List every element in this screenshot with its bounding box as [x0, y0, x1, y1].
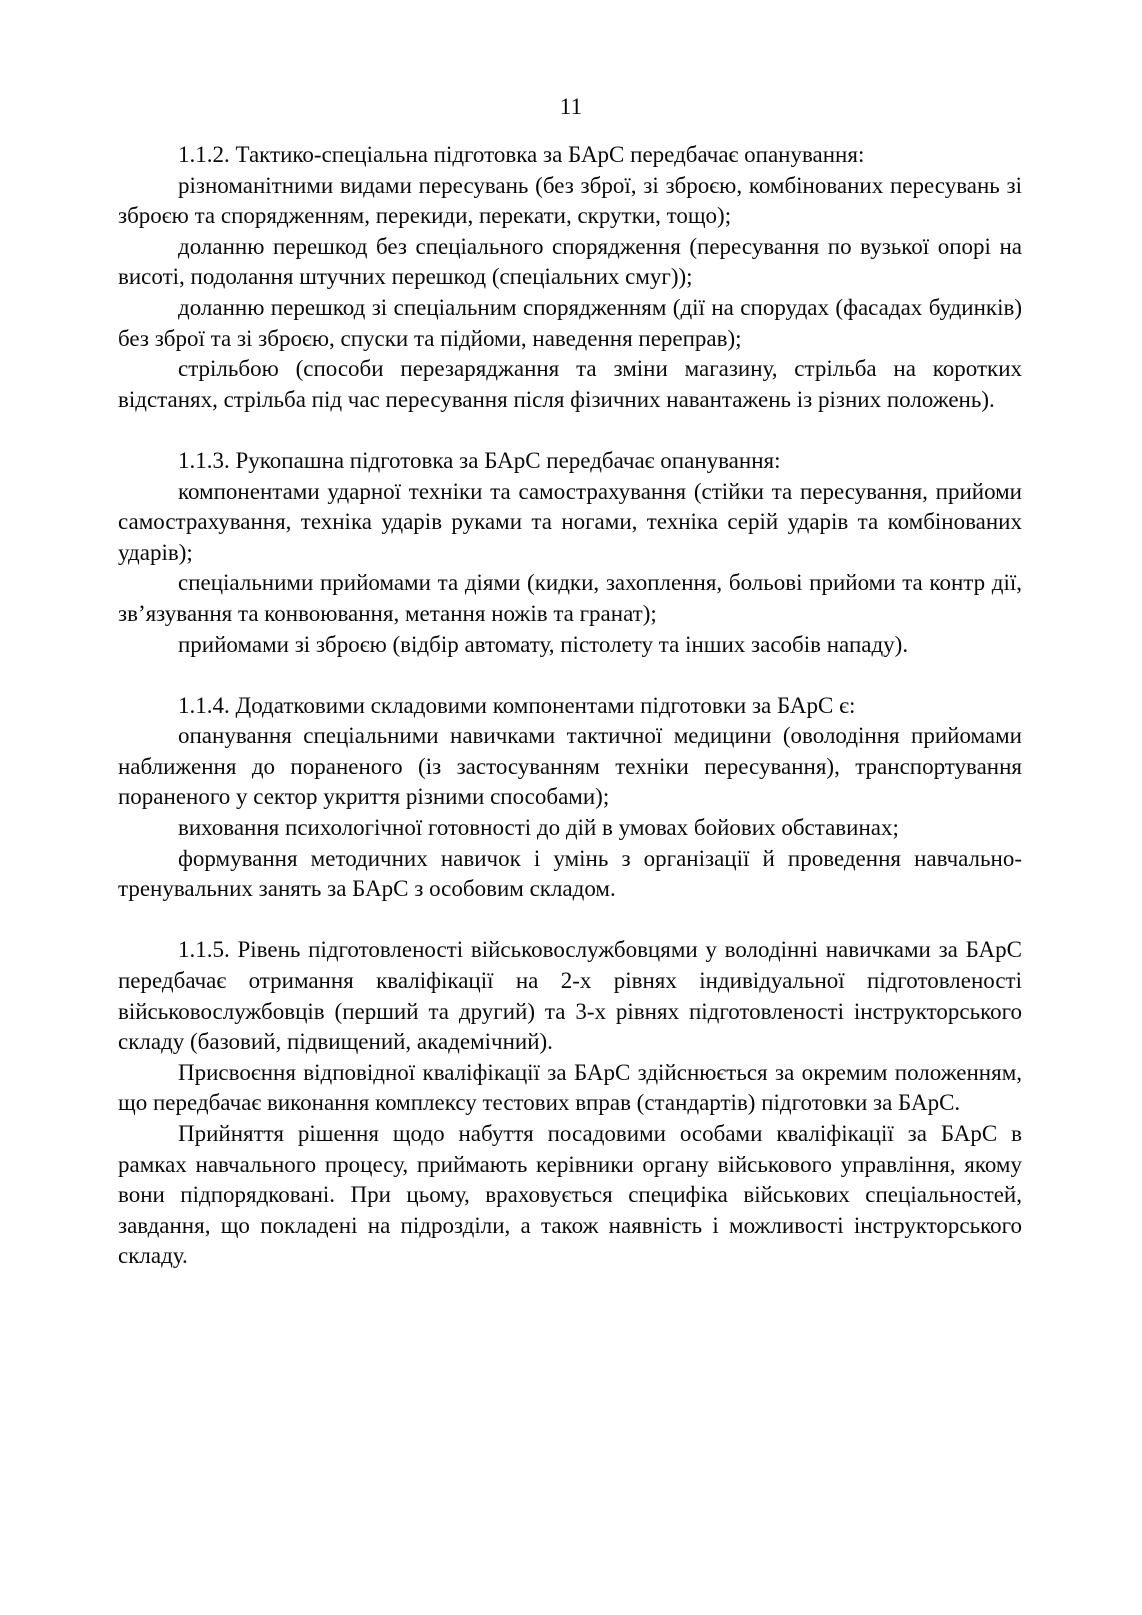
body-paragraph: 1.1.3. Рукопашна підготовка за БАрС передбачає опанування: [178, 447, 781, 473]
paragraph-spacer [118, 905, 1022, 936]
body-paragraph: виховання психологічної готовності до дій в умовах бойових обставинах; [178, 815, 899, 841]
body-paragraph: 1.1.2. Тактико-спеціальна підготовка за БАрС передбачає опанування: [178, 142, 865, 167]
body-paragraph: спеціальними прийомами та діями (кидки, захоплення, больові прийоми та контр дії, зв’язування та конвоювання, метання ножів та гранат); [118, 570, 1022, 626]
body-paragraph: різноманітними видами пересувань (без зброї, зі зброєю, комбінованих пересувань зі зброєю та спорядженням, перекиди, перекати, скрутки, тощо); [118, 172, 1022, 229]
body-paragraph: доланню перешкод зі спеціальним спорядженням (дії на спорудах (фасадах будинків) без зброї та зі зброєю, спуски та підйоми, наведення переправ); [118, 294, 1022, 351]
body-paragraph: стрільбою (способи перезаряджання та зміни магазину, стрільба на коротких відстанях, стрільба під час пересування після фізичних навантажень із різних положень). [118, 356, 1022, 412]
body-paragraph: Присвоєння відповідної кваліфікації за БАрС здійснюється за окремим положенням, що передбачає виконання комплексу тестових вправ (стандартів) підготовки за БАрС. [118, 1059, 1022, 1116]
body-paragraph: 1.1.5. Рівень підготовленості військовослужбовцями у володінні навичками за БАрС передбачає отримання кваліфікації на 2-х рівнях індивідуальної підготовленості військовослужбовців (перший та другий) та 3-х рівнях підготовленості інструкторського складу (базовий, підвищений, академічний). [118, 937, 1022, 1055]
page-number: 11 [559, 94, 583, 119]
body-paragraph: опанування спеціальними навичками тактичної медицини (оволодіння прийомами наближення до пораненого (із застосуванням техніки пересування), транспортування пораненого у сектор укриття різними способами); [118, 723, 1022, 810]
body-paragraph: компонентами ударної техніки та самострахування (стійки та пересування, прийоми самострахування, техніка ударів руками та ногами, техніка серій ударів та комбінованих ударів); [118, 478, 1022, 565]
paragraph-spacer [118, 415, 1022, 446]
paragraph-spacer [118, 660, 1022, 691]
body-paragraph: 1.1.4. Додатковими складовими компонентами підготовки за БАрС є: [178, 692, 856, 718]
body-paragraph: Прийняття рішення щодо набуття посадовими особами кваліфікації за БАрС в рамках навчального процесу, приймають керівники органу військового управління, якому вони підпорядковані. При цьому, враховується специфіка військових спеціальностей, завдання, що покладені на підрозділи, а також наявність і можливості інструкторського складу. [118, 1121, 1022, 1269]
body-paragraph: прийомами зі зброєю (відбір автомату, пістолету та інших засобів нападу). [178, 631, 909, 657]
document-body [118, 140, 1022, 1272]
body-paragraph: формування методичних навичок і умінь з організації й проведення навчально-тренувальних занять за БАрС з особовим складом. [118, 845, 1022, 902]
body-paragraph: доланню перешкод без спеціального спорядження (пересування по вузької опорі на висоті, подолання штучних перешкод (спеціальних смуг)); [118, 233, 1022, 290]
